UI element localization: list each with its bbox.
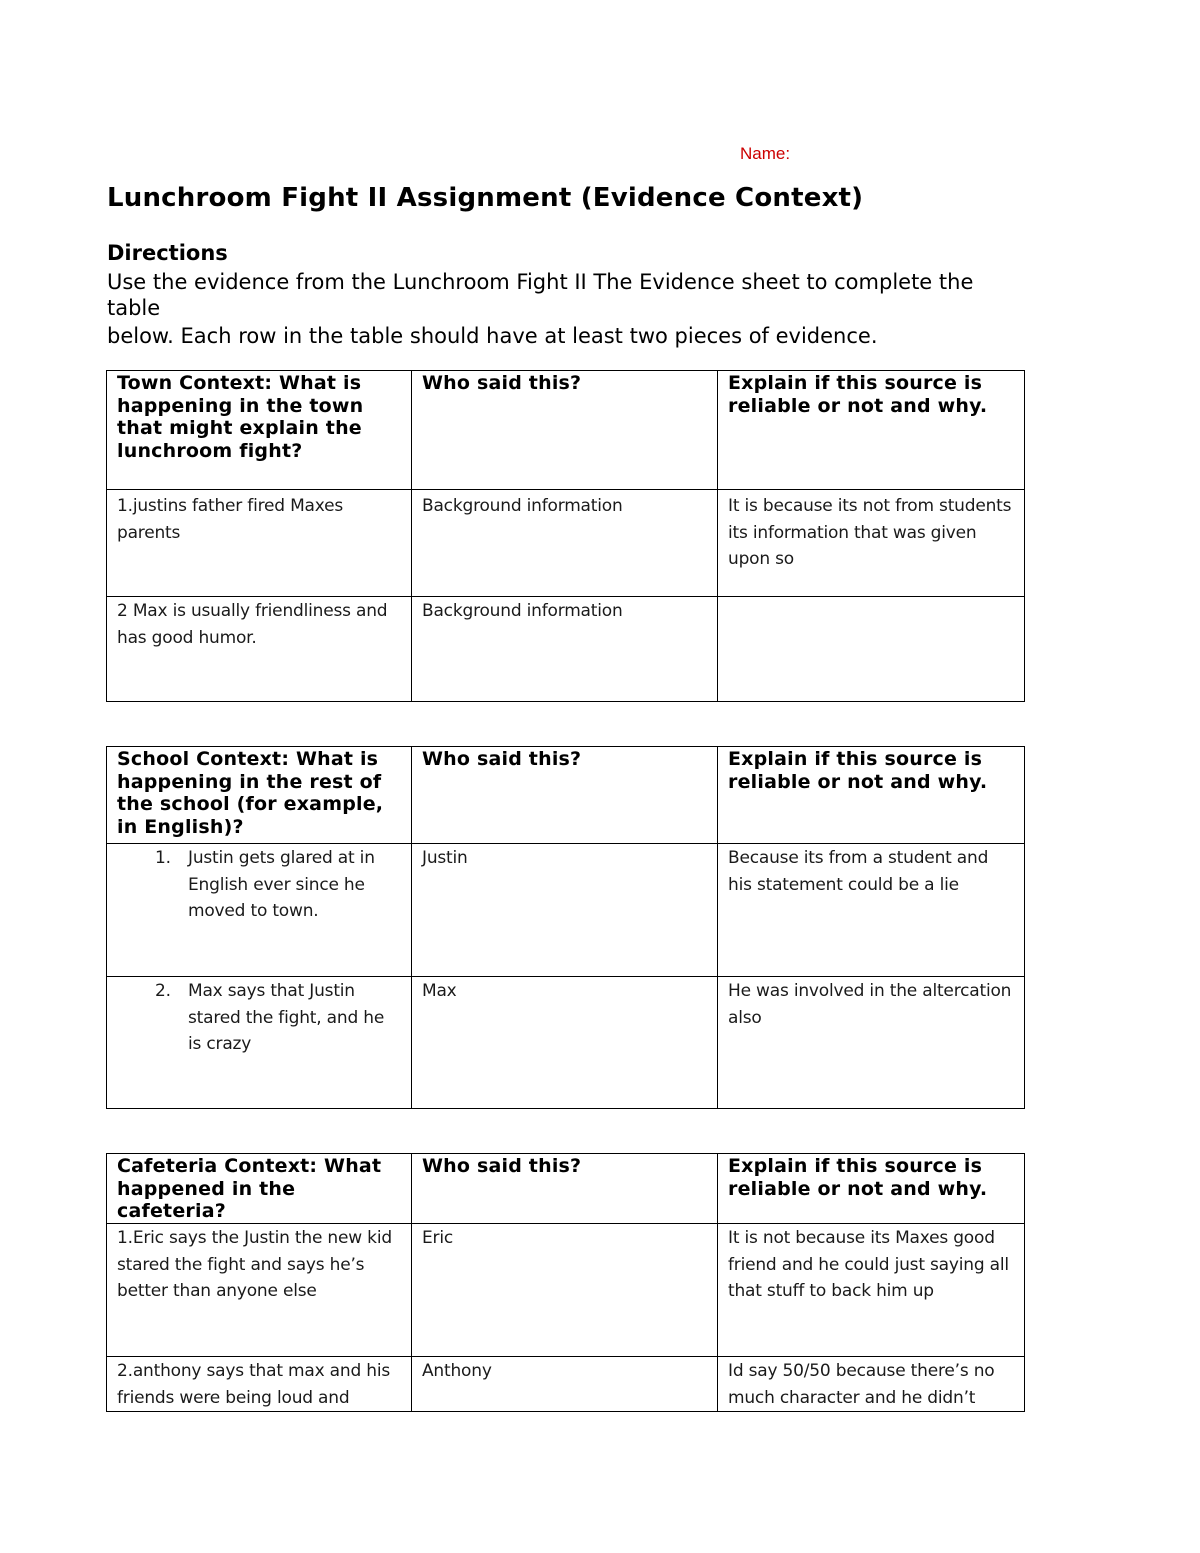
table-header-row — [107, 1154, 1025, 1224]
cafeteria-context-table — [106, 1153, 1025, 1412]
directions-heading: Directions — [107, 241, 228, 265]
directions-line: below. Each row in the table should have at least two pieces of evidence. — [107, 324, 878, 348]
reliability-cell[interactable]: Because its from a student and his statement could be a lie — [718, 844, 1025, 977]
reliability-cell[interactable]: It is because its not from students its information that was given upon so — [718, 490, 1025, 597]
source-cell[interactable]: Background information — [412, 490, 718, 597]
town-context-table — [106, 370, 1025, 702]
table-header-cell: Who said this? — [412, 1154, 718, 1224]
directions-line: Use the evidence from the Lunchroom Fight II The Evidence sheet to complete the — [107, 270, 974, 294]
evidence-cell[interactable]: 2.anthony says that max and his friends were being loud and — [107, 1357, 412, 1412]
table-header-cell: Town Context: What is happening in the town that might explain the lunchroom fight? — [107, 371, 412, 490]
evidence-text: Max says that Justin stared the fight, and he is crazy — [188, 981, 385, 1054]
table-row — [107, 977, 1025, 1109]
table-header-row — [107, 371, 1025, 490]
table-row — [107, 490, 1025, 597]
reliability-cell[interactable]: Id say 50/50 because there’s no much character and he didn’t — [718, 1357, 1025, 1412]
source-cell[interactable]: Justin — [412, 844, 718, 977]
list-marker: 2. — [155, 981, 171, 1001]
table-header-cell: Who said this? — [412, 747, 718, 844]
table-row — [107, 844, 1025, 977]
evidence-cell[interactable] — [107, 844, 412, 977]
source-cell[interactable]: Anthony — [412, 1357, 718, 1412]
evidence-cell[interactable] — [107, 977, 412, 1109]
list-marker: 1. — [155, 848, 171, 868]
table-header-cell: Cafeteria Context: What happened in the cafeteria? — [107, 1154, 412, 1224]
table-header-cell: School Context: What is happening in the rest of the school (for example, in English)? — [107, 747, 412, 844]
reliability-cell[interactable]: He was involved in the altercation also — [718, 977, 1025, 1109]
directions-line: table — [107, 296, 161, 320]
evidence-text: Justin gets glared at in English ever since he moved to town. — [188, 848, 375, 921]
evidence-cell[interactable]: 2 Max is usually friendliness and has good humor. — [107, 597, 412, 702]
reliability-cell[interactable]: It is not because its Maxes good friend and he could just saying all that stuff to back him up — [718, 1224, 1025, 1357]
name-label: Name: — [740, 144, 791, 163]
source-cell[interactable]: Eric — [412, 1224, 718, 1357]
directions-text — [107, 269, 1107, 349]
table-header-cell: Explain if this source is reliable or not and why. — [718, 1154, 1025, 1224]
source-cell[interactable]: Max — [412, 977, 718, 1109]
table-row — [107, 1357, 1025, 1412]
source-cell[interactable]: Background information — [412, 597, 718, 702]
table-row — [107, 597, 1025, 702]
table-header-cell: Explain if this source is reliable or not and why. — [718, 371, 1025, 490]
evidence-cell[interactable]: 1.Eric says the Justin the new kid stared the fight and says he’s better than anyone else — [107, 1224, 412, 1357]
reliability-cell[interactable] — [718, 597, 1025, 702]
table-header-cell: Explain if this source is reliable or not and why. — [718, 747, 1025, 844]
table-header-cell: Who said this? — [412, 371, 718, 490]
table-header-row — [107, 747, 1025, 844]
evidence-cell[interactable]: 1.justins father fired Maxes parents — [107, 490, 412, 597]
table-row — [107, 1224, 1025, 1357]
page-title: Lunchroom Fight II Assignment (Evidence Context) — [107, 183, 864, 213]
school-context-table — [106, 746, 1025, 1109]
